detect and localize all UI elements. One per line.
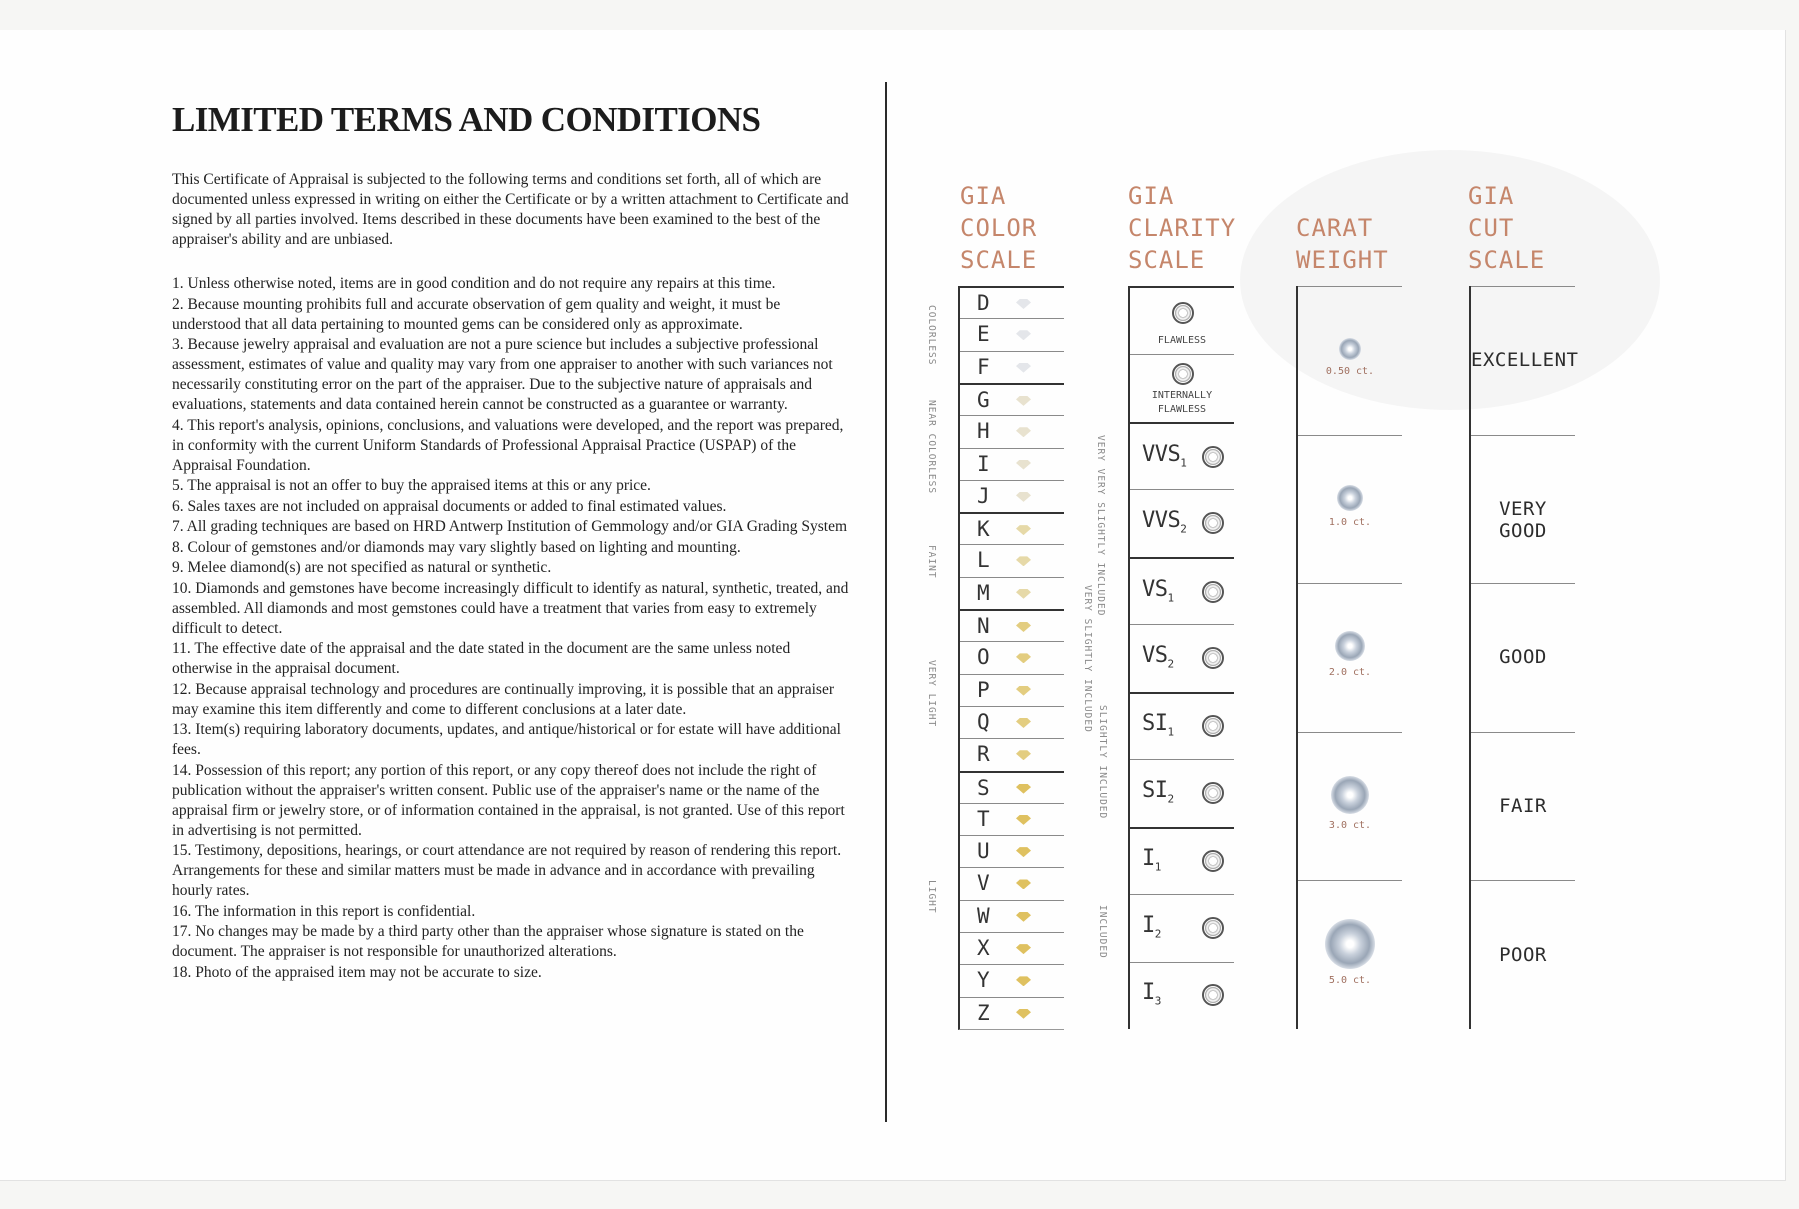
diamond-color-icon: [1016, 912, 1031, 922]
clarity-group-label: VERY VERY SLIGHTLY INCLUDED: [1095, 435, 1106, 617]
color-grade-letter: U: [977, 839, 990, 864]
clarity-diamond-icon: [1172, 363, 1194, 385]
carat-weight-heading: CARAT WEIGHT: [1296, 214, 1389, 274]
diamond-color-icon: [1016, 589, 1031, 599]
diamond-size-icon: [1339, 338, 1361, 360]
diamond-color-icon: [1016, 525, 1031, 535]
diamond-color-icon: [1016, 976, 1031, 986]
clarity-label: FLAWLESS: [1157, 404, 1207, 415]
terms-section: [172, 100, 852, 983]
clarity-row-internally-flawless: [1130, 354, 1234, 423]
color-grade-row: [960, 771, 1064, 805]
color-grade-row: [960, 900, 1064, 933]
clarity-grade-label: $VS_2$: [1142, 643, 1174, 671]
terms-item: 5. The appraisal is not an offer to buy the appraised items at this or any price.: [172, 477, 651, 494]
terms-item: 1. Unless otherwise noted, items are in good condition and do not require any repairs at this time.: [172, 275, 776, 292]
color-grade-row: [960, 609, 1064, 643]
clarity-group-label: VERY SLIGHTLY INCLUDED: [1082, 585, 1093, 733]
color-grade-row: [960, 932, 1064, 965]
clarity-grade-row: [1130, 692, 1234, 761]
clarity-scale-table: [1128, 286, 1234, 1029]
diamond-color-icon: [1016, 460, 1031, 470]
color-group-label: COLORLESS: [926, 305, 937, 366]
color-grade-row: [960, 867, 1064, 900]
carat-weight-label: 3.0 ct.: [1328, 820, 1372, 832]
color-grade-row: [960, 997, 1064, 1030]
terms-item: 14. Possession of this report; any portion of this report, or any copy thereof does not include the right of publication without the appraiser's written consent. Public use of the appraiser's name or the name of the appraisal firm or jewelry store, or of information contained in the appraisal, is not granted. Use of this report in advertising is not permitted.: [172, 761, 845, 839]
clarity-grade-row: [1130, 894, 1234, 962]
color-grade-row: [960, 512, 1064, 546]
clarity-grade-label: $I_3$: [1142, 980, 1161, 1008]
terms-item: 8. Colour of gemstones and/or diamonds may vary slightly based on lighting and mounting.: [172, 538, 741, 556]
diamond-color-icon: [1016, 299, 1031, 309]
carat-weight-row: [1298, 583, 1402, 733]
diamond-color-icon: [1016, 363, 1031, 373]
cut-grade-row: [1471, 435, 1575, 585]
carat-weight-label: 1.0 ct.: [1328, 516, 1372, 528]
clarity-grade-row: [1130, 624, 1234, 692]
color-grade-letter: P: [977, 677, 990, 702]
cut-grade-row: [1471, 732, 1575, 882]
color-grade-row: [960, 448, 1064, 481]
diamond-color-icon: [1016, 750, 1031, 760]
diamond-size-icon: [1337, 485, 1363, 511]
color-grade-letter: Z: [977, 1000, 990, 1025]
clarity-grade-row: [1130, 827, 1234, 896]
diamond-color-icon: [1016, 492, 1031, 502]
color-grade-letter: M: [977, 580, 990, 605]
color-grade-letter: Q: [977, 709, 990, 734]
clarity-label: FLAWLESS: [1157, 335, 1207, 346]
diamond-color-icon: [1016, 718, 1031, 728]
carat-weight-label: 0.50 ct.: [1325, 366, 1375, 378]
clarity-scale-heading: GIA CLARITY SCALE: [1128, 182, 1237, 274]
terms-item: 16. The information in this report is confidential.: [172, 902, 476, 920]
diamond-color-icon: [1016, 815, 1031, 825]
cut-grade-label: VERY GOOD: [1499, 497, 1547, 542]
diamond-size-icon: [1331, 776, 1369, 814]
terms-title: LIMITED TERMS AND CONDITIONS: [172, 100, 761, 139]
terms-item: 10. Diamonds and gemstones have become increasingly difficult to identify as natural, synthetic, treated, and assembled. All diamonds and most gemstones could have a treatment that varies from easy to extremely difficult to detect.: [172, 579, 849, 637]
diamond-color-icon: [1016, 879, 1031, 889]
clarity-label: INTERNALLY: [1151, 390, 1213, 401]
color-group-label: VERY LIGHT: [926, 660, 937, 728]
color-grade-letter: E: [977, 322, 990, 347]
color-grade-row: [960, 383, 1064, 417]
diamond-color-icon: [1016, 556, 1031, 566]
terms-item: 9. Melee diamond(s) are not specified as natural or synthetic.: [172, 559, 552, 576]
cut-grade-label: GOOD: [1499, 646, 1547, 669]
clarity-diamond-icon: [1202, 715, 1224, 737]
clarity-diamond-icon: [1202, 782, 1224, 804]
color-group-label: LIGHT: [926, 880, 937, 914]
color-grade-row: [960, 480, 1064, 513]
diamond-color-icon: [1016, 686, 1031, 696]
carat-weight-row: [1298, 880, 1402, 1030]
color-grade-letter: Y: [977, 968, 990, 993]
cut-grade-label: FAIR: [1499, 795, 1547, 818]
clarity-diamond-icon: [1202, 647, 1224, 669]
clarity-grade-label: $SI_2$: [1142, 777, 1174, 806]
clarity-grade-row: [1130, 759, 1234, 827]
color-grade-letter: D: [977, 291, 990, 315]
cut-grade-label: POOR: [1499, 943, 1547, 966]
terms-item: 2. Because mounting prohibits full and accurate observation of gem quality and weight, it must be understood that all data pertaining to mounted gems can be considered only as approximate.: [172, 295, 781, 333]
terms-item: 11. The effective date of the appraisal and the date stated in the document are the same unless noted otherwise in the appraisal document.: [172, 640, 791, 677]
carat-weight-table: [1296, 286, 1402, 1029]
color-grade-row: [960, 835, 1064, 868]
clarity-row-flawless: [1130, 286, 1234, 356]
color-grade-row: [960, 738, 1064, 771]
color-grade-row: [960, 803, 1064, 836]
terms-item: 3. Because jewelry appraisal and evaluation are not a pure science but includes a subjective professional assessment, estimates of value and quality may vary from one appraiser to another with such variances not necessarily constituting error on the part of the appraiser. Due to the subjective nature of appraisals and evaluations, statements and data contained herein cannot be constructed as a guarantee or warranty.: [172, 336, 833, 413]
clarity-grade-row: [1130, 422, 1234, 491]
color-grade-letter: S: [977, 775, 990, 800]
terms-intro: This Certificate of Appraisal is subjected to the following terms and conditions set forth, all of which are documented unless expressed in writing on either the Certificate or by a written attachment to Certificate and signed by all parties involved. Items described in these documents have been examined to the best of the appraiser's ability and are unbiased.: [172, 171, 849, 248]
diamond-color-icon: [1016, 784, 1031, 794]
clarity-diamond-icon: [1202, 850, 1224, 872]
diamond-color-icon: [1016, 944, 1031, 954]
diamond-color-icon: [1016, 653, 1031, 663]
color-grade-letter: N: [977, 614, 990, 639]
diamond-color-icon: [1016, 396, 1031, 406]
color-grade-row: [960, 318, 1064, 351]
clarity-grade-row: [1130, 557, 1234, 626]
clarity-diamond-icon: [1202, 446, 1224, 468]
color-grade-letter: G: [977, 387, 990, 412]
clarity-diamond-icon: [1202, 984, 1224, 1006]
carat-weight-row: [1298, 286, 1402, 436]
diamond-color-icon: [1016, 847, 1031, 857]
carat-weight-label: 2.0 ct.: [1328, 667, 1372, 679]
diamond-size-icon: [1335, 631, 1365, 661]
cut-grade-label: EXCELLENT: [1471, 349, 1579, 372]
clarity-diamond-icon: [1202, 581, 1224, 603]
color-grade-letter: V: [977, 871, 990, 896]
cut-grade-row: [1471, 880, 1575, 1030]
terms-item: 18. Photo of the appraised item may not be accurate to size.: [172, 963, 542, 981]
color-grade-letter: O: [977, 645, 990, 670]
clarity-diamond-icon: [1172, 302, 1194, 324]
diamond-color-icon: [1016, 427, 1031, 437]
carat-weight-row: [1298, 732, 1402, 882]
color-scale-table: [958, 286, 1064, 1030]
color-grade-row: [960, 351, 1064, 384]
clarity-grade-label: $SI_1$: [1142, 711, 1174, 739]
color-grade-row: [960, 415, 1064, 448]
color-grade-letter: R: [977, 742, 990, 767]
clarity-grade-label: $VS_1$: [1142, 576, 1174, 604]
clarity-grade-label: $I_1$: [1142, 846, 1161, 874]
diamond-color-icon: [1016, 330, 1031, 340]
color-grade-letter: F: [977, 354, 990, 379]
terms-list: [172, 274, 852, 983]
column-divider: [885, 82, 887, 1122]
clarity-diamond-icon: [1202, 512, 1224, 534]
color-grade-letter: W: [977, 903, 990, 928]
diamond-color-icon: [1016, 1009, 1031, 1019]
terms-item: 15. Testimony, depositions, hearings, or court attendance are not required by reason of rendering this report. Arrangements for these and similar matters must be made in advance and in accordance with prevailing hourly rates.: [172, 842, 842, 899]
diamond-size-icon: [1325, 919, 1375, 969]
clarity-diamond-icon: [1202, 917, 1224, 939]
clarity-grade-row: [1130, 489, 1234, 557]
cut-scale-heading: GIA CUT SCALE: [1468, 182, 1546, 274]
color-grade-row: [960, 674, 1064, 707]
clarity-group-label: SLIGHTLY INCLUDED: [1097, 705, 1108, 820]
color-grade-letter: K: [977, 517, 990, 542]
clarity-group-label: INCLUDED: [1097, 905, 1108, 959]
clarity-grade-label: $VVS_2$: [1142, 508, 1187, 536]
color-grade-letter: L: [977, 548, 990, 573]
cut-scale-table: [1469, 286, 1579, 1029]
color-grade-row: [960, 544, 1064, 577]
terms-item: 6. Sales taxes are not included on appraisal documents or added to final estimated values.: [172, 497, 727, 515]
terms-item: 7. All grading techniques are based on HRD Antwerp Institution of Gemmology and/or GIA Grading System: [172, 518, 848, 535]
color-grade-letter: I: [977, 451, 990, 476]
clarity-grade-row: [1130, 962, 1234, 1030]
color-scale-heading: GIA COLOR SCALE: [960, 182, 1038, 274]
clarity-grade-label: $I_2$: [1142, 912, 1161, 941]
carat-weight-row: [1298, 435, 1402, 585]
color-group-label: FAINT: [926, 545, 937, 579]
color-grade-letter: J: [977, 483, 990, 508]
color-grade-letter: T: [977, 806, 990, 831]
color-grade-letter: H: [977, 419, 990, 444]
color-grade-row: [960, 641, 1064, 674]
carat-weight-label: 5.0 ct.: [1328, 974, 1372, 986]
terms-item: 12. Because appraisal technology and procedures are continually improving, it is possible that an appraiser may examine this item differently and come to different conclusions at a later date.: [172, 680, 834, 718]
color-grade-row: [960, 964, 1064, 997]
color-grade-row: [960, 577, 1064, 610]
diamond-color-icon: [1016, 622, 1031, 632]
color-grade-row: [960, 706, 1064, 739]
terms-item: 17. No changes may be made by a third party other than the appraiser whose signature is stated on the document. The appraiser is not responsible for unauthorized alterations.: [172, 923, 804, 960]
color-grade-letter: X: [977, 936, 990, 961]
cut-grade-row: [1471, 286, 1579, 436]
terms-item: 4. This report's analysis, opinions, conclusions, and valuations were developed, and the report was prepared, in conformity with the current Uniform Standards of Professional Appraisal Practice (USPAP) of the Appraisal Foundation.: [172, 416, 844, 474]
clarity-grade-label: $VVS_1$: [1142, 441, 1187, 470]
color-grade-row: [960, 286, 1064, 320]
cut-grade-row: [1471, 583, 1575, 733]
color-group-label: NEAR COLORLESS: [926, 400, 937, 495]
terms-item: 13. Item(s) requiring laboratory documents, updates, and antique/historical or for estate will have additional fees.: [172, 721, 841, 758]
